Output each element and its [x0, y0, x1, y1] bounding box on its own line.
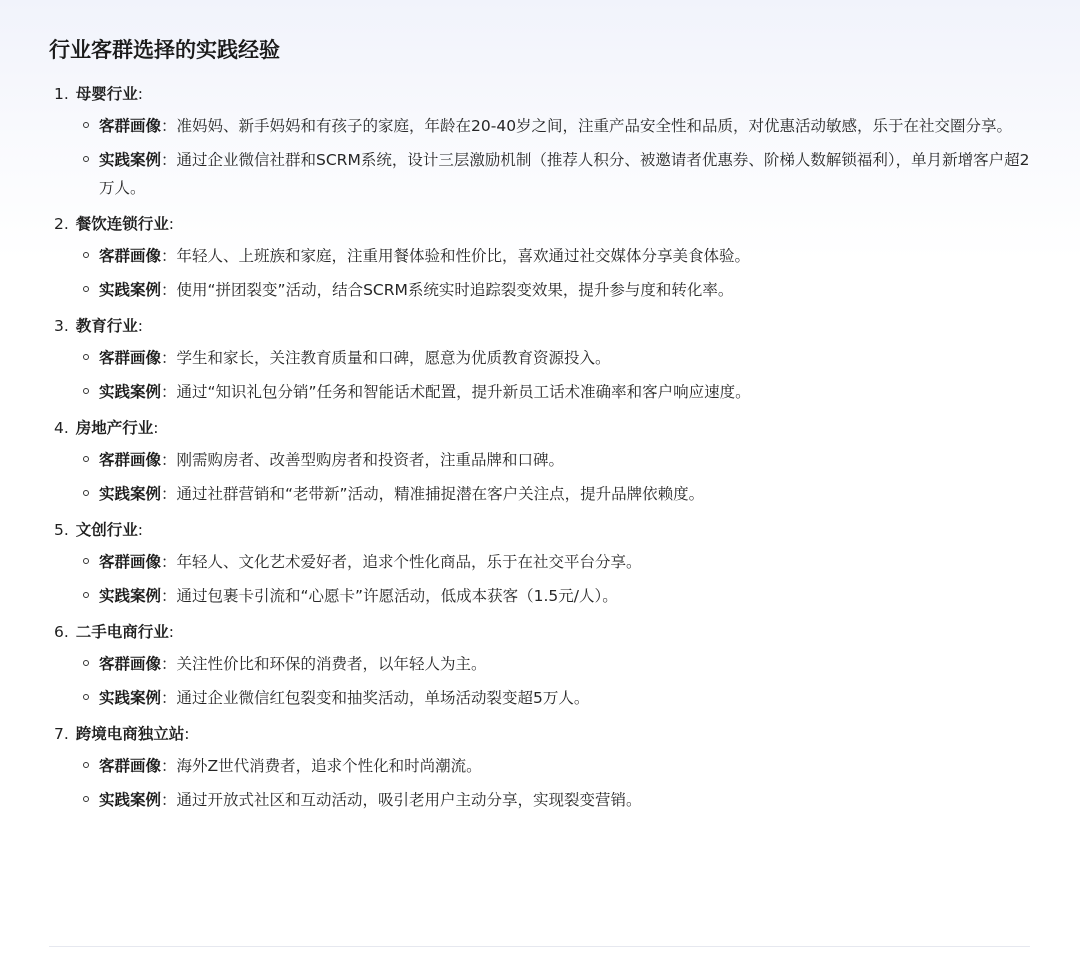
industry-heading	[49, 82, 1039, 107]
detail-list	[49, 650, 1039, 712]
industry-name: 房地产行业	[75, 419, 154, 437]
industry-number: 7.	[54, 725, 69, 743]
industry-name: 二手电商行业	[75, 623, 169, 641]
circle-bullet-icon	[83, 694, 89, 700]
practice-case	[49, 378, 1039, 406]
customer-portrait	[49, 752, 1039, 780]
industry-number: 4.	[54, 419, 69, 437]
detail-label: 客群画像	[99, 757, 162, 775]
detail-text: ：通过开放式社区和互动活动，吸引老用户主动分享，实现裂变营销。	[161, 791, 642, 809]
circle-bullet-icon	[83, 456, 89, 462]
customer-portrait	[49, 650, 1039, 678]
industry-name: 餐饮连锁行业	[75, 215, 169, 233]
industry-colon: :	[137, 85, 143, 103]
industry-name: 教育行业	[75, 317, 138, 335]
industry-name: 文创行业	[75, 521, 138, 539]
practice-case	[49, 146, 1039, 202]
detail-label: 客群画像	[99, 451, 162, 469]
detail-list	[49, 344, 1039, 406]
detail-list	[49, 548, 1039, 610]
detail-label: 实践案例	[99, 151, 162, 169]
industry-item-second-hand-ecommerce	[49, 620, 1039, 712]
detail-text: ：通过“知识礼包分销”任务和智能话术配置，提升新员工话术准确率和客户响应速度。	[161, 383, 751, 401]
industry-item-maternal-baby	[49, 82, 1039, 202]
circle-bullet-icon	[83, 354, 89, 360]
industry-colon: :	[184, 725, 190, 743]
detail-label: 实践案例	[99, 383, 162, 401]
circle-bullet-icon	[83, 796, 89, 802]
industry-colon: :	[168, 215, 174, 233]
industry-number: 5.	[54, 521, 69, 539]
detail-label: 实践案例	[99, 281, 162, 299]
detail-list	[49, 112, 1039, 202]
detail-label: 实践案例	[99, 689, 162, 707]
practice-case	[49, 684, 1039, 712]
detail-text: ：使用“拼团裂变”活动，结合SCRM系统实时追踪裂变效果，提升参与度和转化率。	[161, 281, 734, 299]
industry-heading	[49, 416, 1039, 441]
industry-heading	[49, 722, 1039, 747]
industry-item-education	[49, 314, 1039, 406]
industry-colon: :	[137, 521, 143, 539]
detail-text: ：年轻人、上班族和家庭，注重用餐体验和性价比，喜欢通过社交媒体分享美食体验。	[161, 247, 751, 265]
detail-text: ：通过包裹卡引流和“心愿卡”许愿活动，低成本获客（1.5元/人）。	[161, 587, 618, 605]
customer-portrait	[49, 446, 1039, 474]
circle-bullet-icon	[83, 558, 89, 564]
industry-list	[49, 82, 1039, 814]
industry-item-restaurant-chain	[49, 212, 1039, 304]
industry-colon: :	[153, 419, 159, 437]
practice-case	[49, 480, 1039, 508]
circle-bullet-icon	[83, 388, 89, 394]
detail-label: 实践案例	[99, 791, 162, 809]
industry-number: 6.	[54, 623, 69, 641]
industry-number: 2.	[54, 215, 69, 233]
customer-portrait	[49, 242, 1039, 270]
industry-colon: :	[168, 623, 174, 641]
detail-text: ：准妈妈、新手妈妈和有孩子的家庭，年龄在20-40岁之间，注重产品安全性和品质，对优惠活动敏感，乐于在社交圈分享。	[161, 117, 1013, 135]
industry-number: 1.	[54, 85, 69, 103]
industry-item-real-estate	[49, 416, 1039, 508]
detail-list	[49, 242, 1039, 304]
circle-bullet-icon	[83, 762, 89, 768]
detail-text: ：刚需购房者、改善型购房者和投资者，注重品牌和口碑。	[161, 451, 565, 469]
circle-bullet-icon	[83, 660, 89, 666]
customer-portrait	[49, 548, 1039, 576]
detail-label: 客群画像	[99, 247, 162, 265]
practice-case	[49, 786, 1039, 814]
detail-text: ：海外Z世代消费者，追求个性化和时尚潮流。	[161, 757, 482, 775]
detail-text: ：通过社群营销和“老带新”活动，精准捕捉潜在客户关注点，提升品牌依赖度。	[161, 485, 705, 503]
detail-label: 客群画像	[99, 655, 162, 673]
detail-label: 客群画像	[99, 553, 162, 571]
industry-heading	[49, 212, 1039, 237]
detail-text: ：通过企业微信红包裂变和抽奖活动，单场活动裂变超5万人。	[161, 689, 590, 707]
detail-list	[49, 752, 1039, 814]
circle-bullet-icon	[83, 252, 89, 258]
detail-text: ：关注性价比和环保的消费者，以年轻人为主。	[161, 655, 487, 673]
industry-heading	[49, 518, 1039, 543]
detail-label: 实践案例	[99, 587, 162, 605]
industry-item-cross-border-ecommerce	[49, 722, 1039, 814]
detail-label: 客群画像	[99, 117, 162, 135]
industry-colon: :	[137, 317, 143, 335]
industry-name: 母婴行业	[75, 85, 138, 103]
circle-bullet-icon	[83, 286, 89, 292]
industry-number: 3.	[54, 317, 69, 335]
industry-name: 跨境电商独立站	[75, 725, 185, 743]
circle-bullet-icon	[83, 490, 89, 496]
detail-text: ：通过企业微信社群和SCRM系统，设计三层激励机制（推荐人积分、被邀请者优惠券、阶梯人数解锁福利），单月新增客户超2万人。	[99, 151, 1030, 197]
customer-portrait	[49, 344, 1039, 372]
practice-case	[49, 582, 1039, 610]
circle-bullet-icon	[83, 122, 89, 128]
industry-heading	[49, 620, 1039, 645]
practice-case	[49, 276, 1039, 304]
industry-heading	[49, 314, 1039, 339]
article-content	[49, 34, 1039, 824]
circle-bullet-icon	[83, 156, 89, 162]
detail-text: ：学生和家长，关注教育质量和口碑，愿意为优质教育资源投入。	[161, 349, 611, 367]
circle-bullet-icon	[83, 592, 89, 598]
customer-portrait	[49, 112, 1039, 140]
detail-list	[49, 446, 1039, 508]
detail-label: 客群画像	[99, 349, 162, 367]
detail-text: ：年轻人、文化艺术爱好者，追求个性化商品，乐于在社交平台分享。	[161, 553, 642, 571]
detail-label: 实践案例	[99, 485, 162, 503]
page-title: 行业客群选择的实践经验	[49, 38, 280, 62]
bottom-divider	[49, 946, 1030, 947]
industry-item-cultural-creative	[49, 518, 1039, 610]
